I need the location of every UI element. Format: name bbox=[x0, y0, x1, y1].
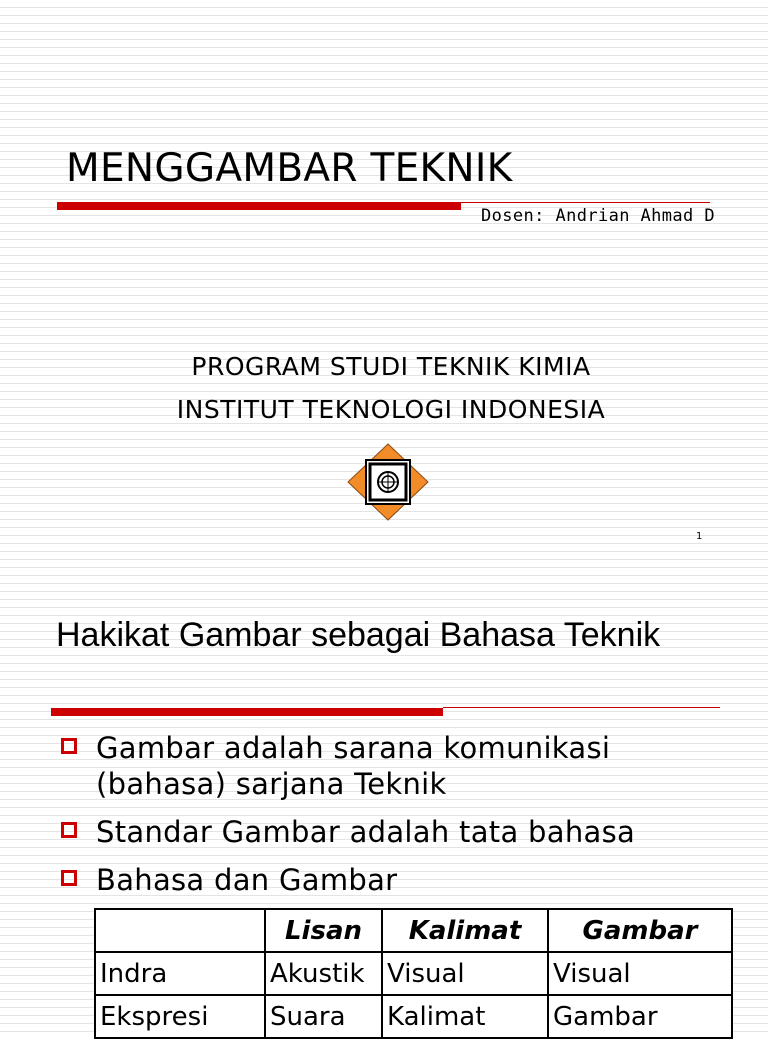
table-header-cell: Gambar bbox=[548, 909, 732, 952]
table-cell: Akustik bbox=[265, 952, 382, 995]
list-item bbox=[60, 814, 740, 850]
bullet-text: Standar Gambar adalah tata bahasa bbox=[96, 815, 636, 849]
square-bullet-icon bbox=[61, 870, 77, 886]
table-header-cell bbox=[95, 909, 265, 952]
table-cell: Visual bbox=[382, 952, 548, 995]
author-line: Dosen: Andrian Ahmad D bbox=[481, 206, 715, 226]
comparison-table bbox=[94, 908, 733, 1039]
slide-title: Hakikat Gambar sebagai Bahasa Teknik bbox=[56, 616, 661, 654]
title-underline-thick bbox=[57, 202, 461, 210]
table-row bbox=[95, 995, 732, 1038]
bullet-list bbox=[60, 730, 740, 910]
title-underline-thin bbox=[443, 707, 720, 708]
institute-name: INSTITUT TEKNOLOGI INDONESIA bbox=[176, 395, 606, 424]
bullet-text: Bahasa dan Gambar bbox=[96, 863, 398, 897]
table-row bbox=[95, 952, 732, 995]
institute-emblem-icon bbox=[346, 442, 430, 522]
table-cell: Kalimat bbox=[382, 995, 548, 1038]
title-underline-thick bbox=[51, 708, 443, 716]
program-name: PROGRAM STUDI TEKNIK KIMIA bbox=[191, 352, 591, 381]
table-cell: Indra bbox=[95, 952, 265, 995]
page-number: 1 bbox=[696, 531, 703, 542]
table-cell: Gambar bbox=[548, 995, 732, 1038]
table-cell: Suara bbox=[265, 995, 382, 1038]
table-cell: Visual bbox=[548, 952, 732, 995]
list-item bbox=[60, 730, 740, 802]
list-item bbox=[60, 862, 740, 898]
slide-2 bbox=[0, 590, 768, 1032]
square-bullet-icon bbox=[61, 822, 77, 838]
table-header-cell: Kalimat bbox=[382, 909, 548, 952]
square-bullet-icon bbox=[61, 738, 77, 754]
table-header-cell: Lisan bbox=[265, 909, 382, 952]
table-cell: Ekspresi bbox=[95, 995, 265, 1038]
table-header-row bbox=[95, 909, 732, 952]
slide-title: MENGGAMBAR TEKNIK bbox=[66, 146, 513, 191]
title-underline-thin bbox=[461, 202, 710, 203]
bullet-text: Gambar adalah sarana komunikasi (bahasa) sarjana Teknik bbox=[96, 731, 611, 801]
